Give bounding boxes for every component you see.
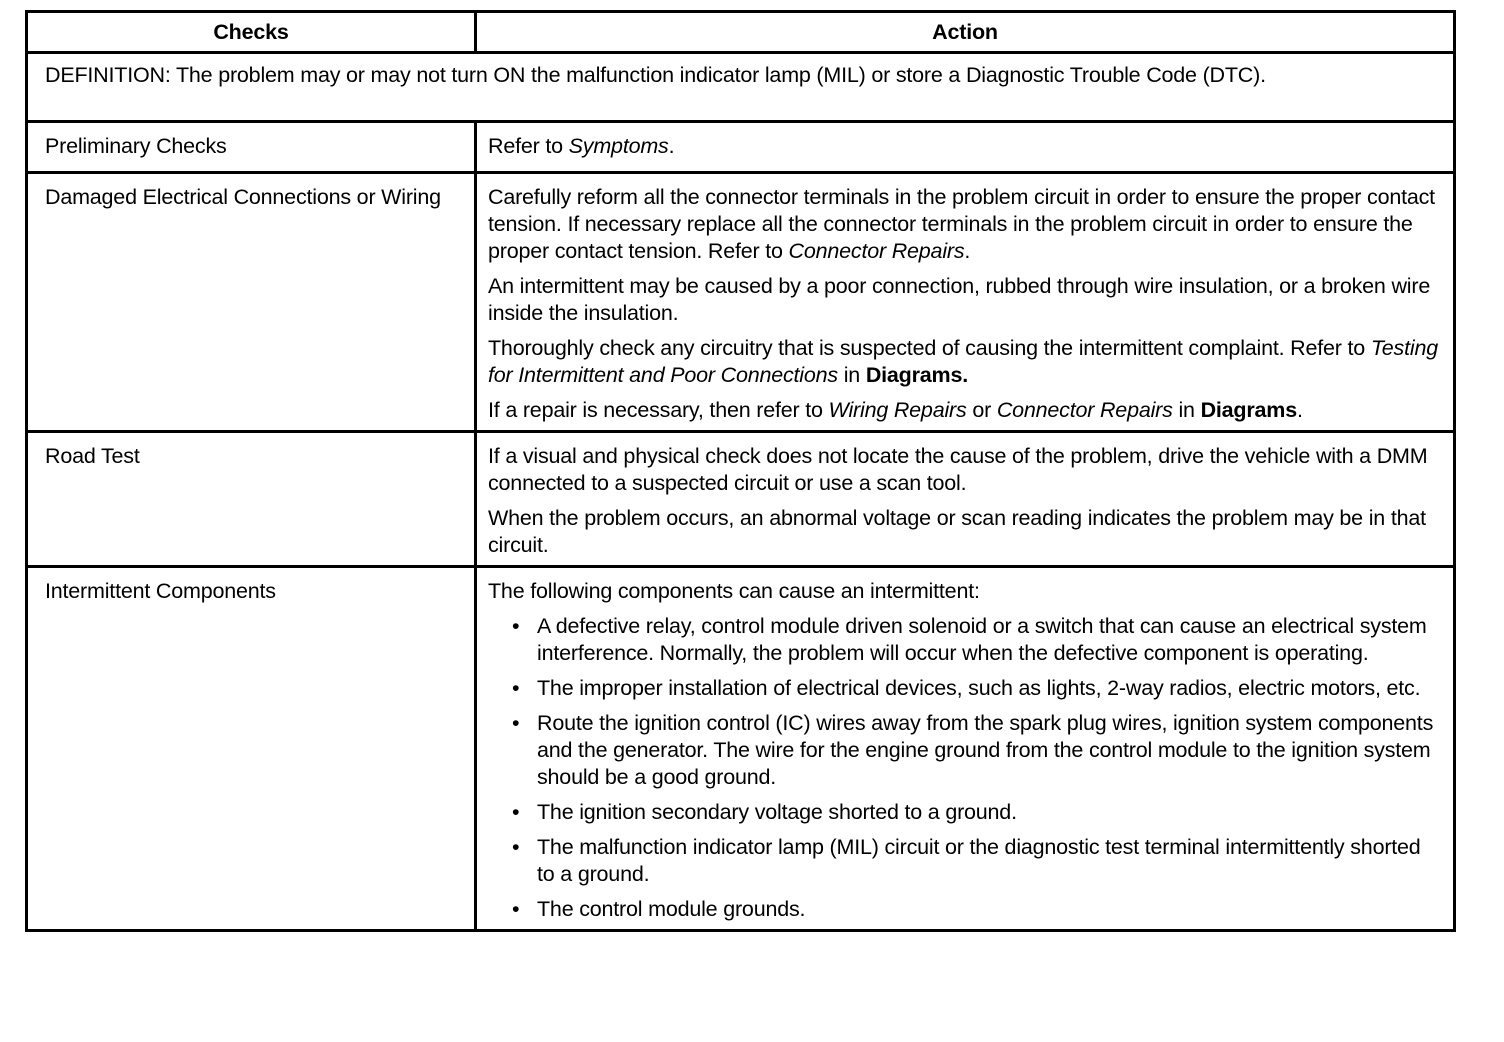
symptoms-reference-link: Symptoms	[568, 134, 669, 158]
list-item-text: A defective relay, control module driven solenoid or a switch that can cause an electrical system interference. Normally, the problem will occur when the defective component is operating.	[537, 614, 1427, 665]
connector-repairs-reference: Connector Repairs	[996, 398, 1173, 422]
list-item-text: Route the ignition control (IC) wires away from the spark plug wires, ignition system components and the generator. The wire for the engine ground from the control module to the ignition system should be a good ground.	[537, 711, 1434, 789]
text-run: If a repair is necessary, then refer to	[488, 398, 829, 422]
bullet-icon: •	[512, 800, 520, 824]
list-item-text: The malfunction indicator lamp (MIL) circuit or the diagnostic test terminal intermittently shorted to a ground.	[537, 835, 1421, 886]
action-cell	[476, 567, 1455, 931]
action-intro: The following components can cause an intermittent:	[488, 579, 980, 603]
table-row	[27, 567, 1455, 931]
header-checks: Checks	[27, 12, 476, 53]
text-run: .	[668, 134, 675, 158]
bullet-icon: •	[512, 711, 520, 735]
bullet-icon: •	[512, 835, 520, 859]
list-item	[512, 675, 1439, 702]
component-list	[488, 613, 1439, 923]
text-run: .	[964, 239, 971, 263]
list-item	[512, 710, 1439, 791]
definition-row	[27, 53, 1455, 122]
wiring-repairs-reference: Wiring Repairs	[828, 398, 967, 422]
table-row	[27, 432, 1455, 567]
connector-repairs-reference: Connector Repairs	[788, 239, 965, 263]
action-cell	[476, 173, 1455, 432]
action-paragraph	[488, 273, 1439, 327]
text-run: .	[1296, 398, 1303, 422]
check-label: Road Test	[27, 432, 476, 567]
action-paragraph	[488, 133, 1439, 160]
text-run: or	[966, 398, 997, 422]
list-item-text: The improper installation of electrical devices, such as lights, 2-way radios, electric motors, etc.	[537, 676, 1421, 700]
action-cell	[476, 122, 1455, 173]
bullet-icon: •	[512, 614, 520, 638]
list-item	[512, 834, 1439, 888]
list-item-text: The control module grounds.	[537, 897, 806, 921]
diagrams-reference: Diagrams.	[865, 363, 968, 387]
action-paragraph	[488, 397, 1439, 424]
table-header-row	[27, 12, 1455, 53]
text-run: An intermittent may be caused by a poor connection, rubbed through wire insulation, or a broken wire inside the insulation.	[488, 274, 1431, 325]
table-row	[27, 122, 1455, 173]
action-paragraph	[488, 184, 1439, 265]
definition-text: DEFINITION: The problem may or may not turn ON the malfunction indicator lamp (MIL) or store a Diagnostic Trouble Code (DTC).	[27, 53, 1455, 122]
diagnostic-table	[25, 10, 1456, 932]
text-run: in	[837, 363, 866, 387]
action-paragraph	[488, 335, 1439, 389]
check-label: Preliminary Checks	[27, 122, 476, 173]
testing-intermittent-reference: Testing for Intermittent and Poor Connections	[488, 336, 1438, 387]
table-row	[27, 173, 1455, 432]
check-label: Intermittent Components	[27, 567, 476, 931]
text-run: Carefully reform all the connector terminals in the problem circuit in order to ensure the proper contact tension. If necessary replace all the connector terminals in the problem circuit in order to ensure the proper contact tension. Refer to	[488, 185, 1435, 263]
text-run: Refer to	[488, 134, 569, 158]
text-run: in	[1172, 398, 1201, 422]
bullet-icon: •	[512, 676, 520, 700]
action-paragraph: If a visual and physical check does not locate the cause of the problem, drive the vehicle with a DMM connected to a suspected circuit or use a scan tool.	[488, 444, 1428, 495]
action-cell	[476, 432, 1455, 567]
header-action: Action	[476, 12, 1455, 53]
list-item	[512, 896, 1439, 923]
action-paragraph: When the problem occurs, an abnormal voltage or scan reading indicates the problem may be in that circuit.	[488, 506, 1426, 557]
list-item	[512, 799, 1439, 826]
diagrams-reference: Diagrams	[1200, 398, 1297, 422]
text-run: Thoroughly check any circuitry that is suspected of causing the intermittent complaint. Refer to	[488, 336, 1371, 360]
list-item	[512, 613, 1439, 667]
bullet-icon: •	[512, 897, 520, 921]
check-label: Damaged Electrical Connections or Wiring	[27, 173, 476, 432]
list-item-text: The ignition secondary voltage shorted to a ground.	[537, 800, 1017, 824]
